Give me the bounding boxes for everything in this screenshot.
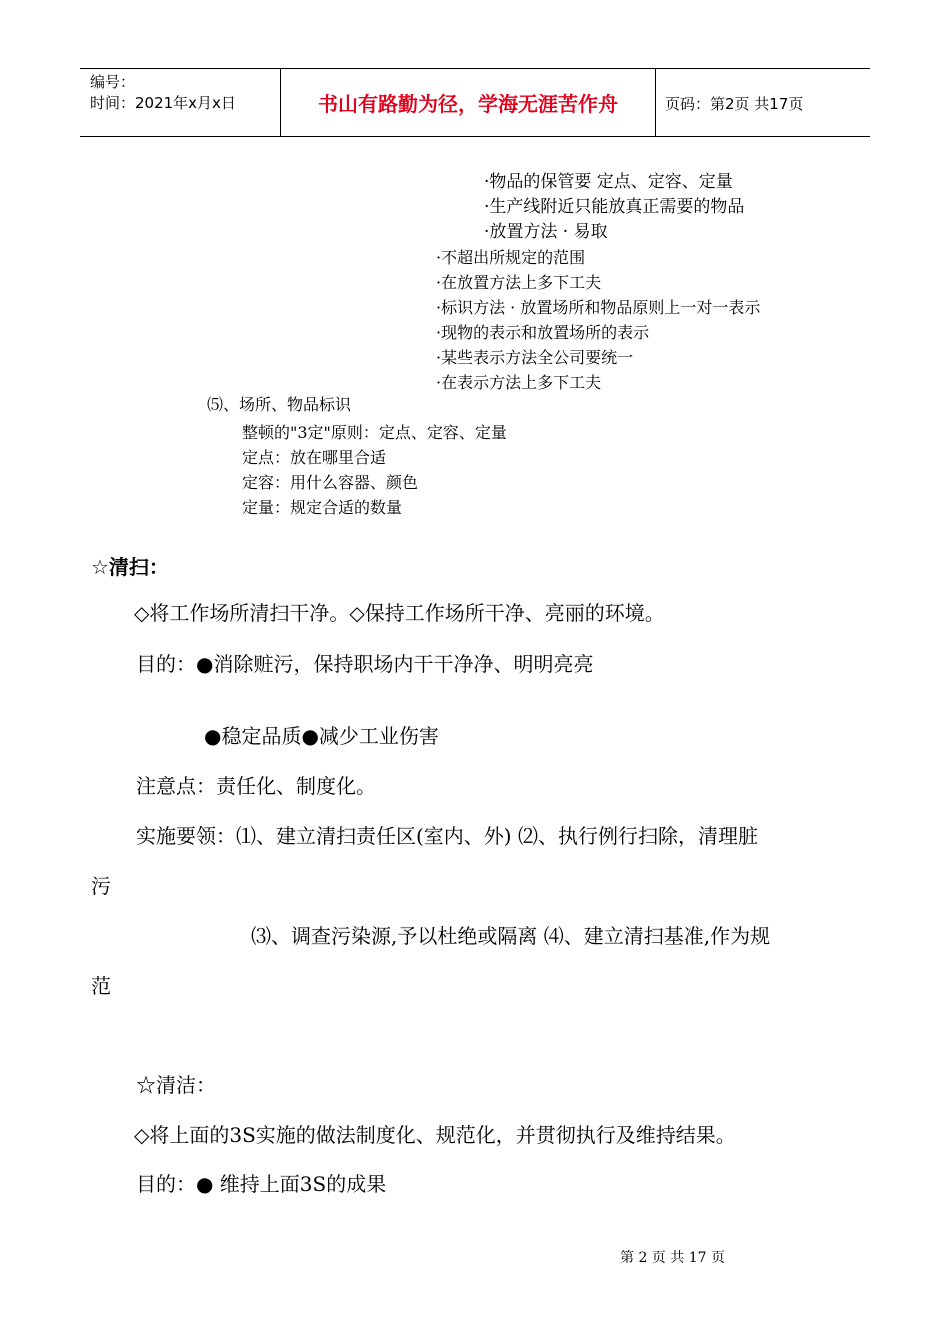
list-item: ·在表示方法上多下工夫 (436, 373, 602, 392)
cleaning-impl-1: 实施要领：⑴、建立清扫责任区(室内、外) ⑵、执行例行扫除，清理脏 (136, 824, 758, 848)
section5-lines (242, 420, 507, 520)
document-header (80, 68, 870, 137)
cleaning-impl-2-cont: 范 (91, 974, 111, 998)
header-meta (90, 72, 236, 114)
cleaning-impl-2: ⑶、调查污染源,予以杜绝或隔离 ⑷、建立清扫基准,作为规 (251, 924, 771, 948)
section5-line: 定量：规定合适的数量 (242, 498, 403, 517)
section5-line: 整顿的"3定"原则：定点、定容、定量 (242, 423, 507, 442)
arrange-list-a (484, 170, 744, 245)
list-item: ·放置方法 · 易取 (484, 222, 608, 242)
cleaning-impl-1-cont: 污 (91, 874, 111, 898)
list-item: ·标识方法 · 放置场所和物品原则上一对一表示 (436, 298, 761, 317)
header-number: 编号： (90, 73, 136, 91)
arrange-list-b (436, 245, 760, 395)
header-date: 时间：2021年x月x日 (90, 94, 236, 112)
cleaning-notes: 注意点：责任化、制度化。 (136, 774, 376, 798)
cleaning-heading: ☆清扫： (91, 555, 169, 579)
header-divider (655, 69, 656, 136)
cleanliness-heading: ☆清洁： (136, 1073, 216, 1097)
list-item: ·某些表示方法全公司要统一 (436, 348, 634, 367)
header-divider (280, 69, 281, 136)
list-item: ·物品的保管要 定点、定容、定量 (484, 172, 733, 192)
cleaning-intro: ◇将工作场所清扫干净。◇保持工作场所干净、亮丽的环境。 (134, 601, 665, 625)
list-item: ·在放置方法上多下工夫 (436, 273, 602, 292)
page-footer: 第 2 页 共 17 页 (620, 1250, 725, 1266)
section5-title: ⑸、场所、物品标识 (207, 395, 352, 414)
cleanliness-purpose: 目的：● 维持上面3S的成果 (136, 1172, 387, 1196)
header-page-info: 页码：第2页 共17页 (665, 95, 804, 113)
cleaning-purpose-2: ●稳定品质●减少工业伤害 (204, 724, 439, 748)
cleaning-purpose-1: 目的：●消除赃污，保持职场内干干净净、明明亮亮 (136, 652, 594, 676)
list-item: ·现物的表示和放置场所的表示 (436, 323, 650, 342)
list-item: ·生产线附近只能放真正需要的物品 (484, 197, 745, 217)
section5-line: 定点：放在哪里合适 (242, 448, 387, 467)
header-motto: 书山有路勤为径，学海无涯苦作舟 (318, 92, 618, 116)
section5-line: 定容：用什么容器、颜色 (242, 473, 419, 492)
cleanliness-intro: ◇将上面的3S实施的做法制度化、规范化，并贯彻执行及维持结果。 (134, 1123, 736, 1147)
list-item: ·不超出所规定的范围 (436, 248, 586, 267)
